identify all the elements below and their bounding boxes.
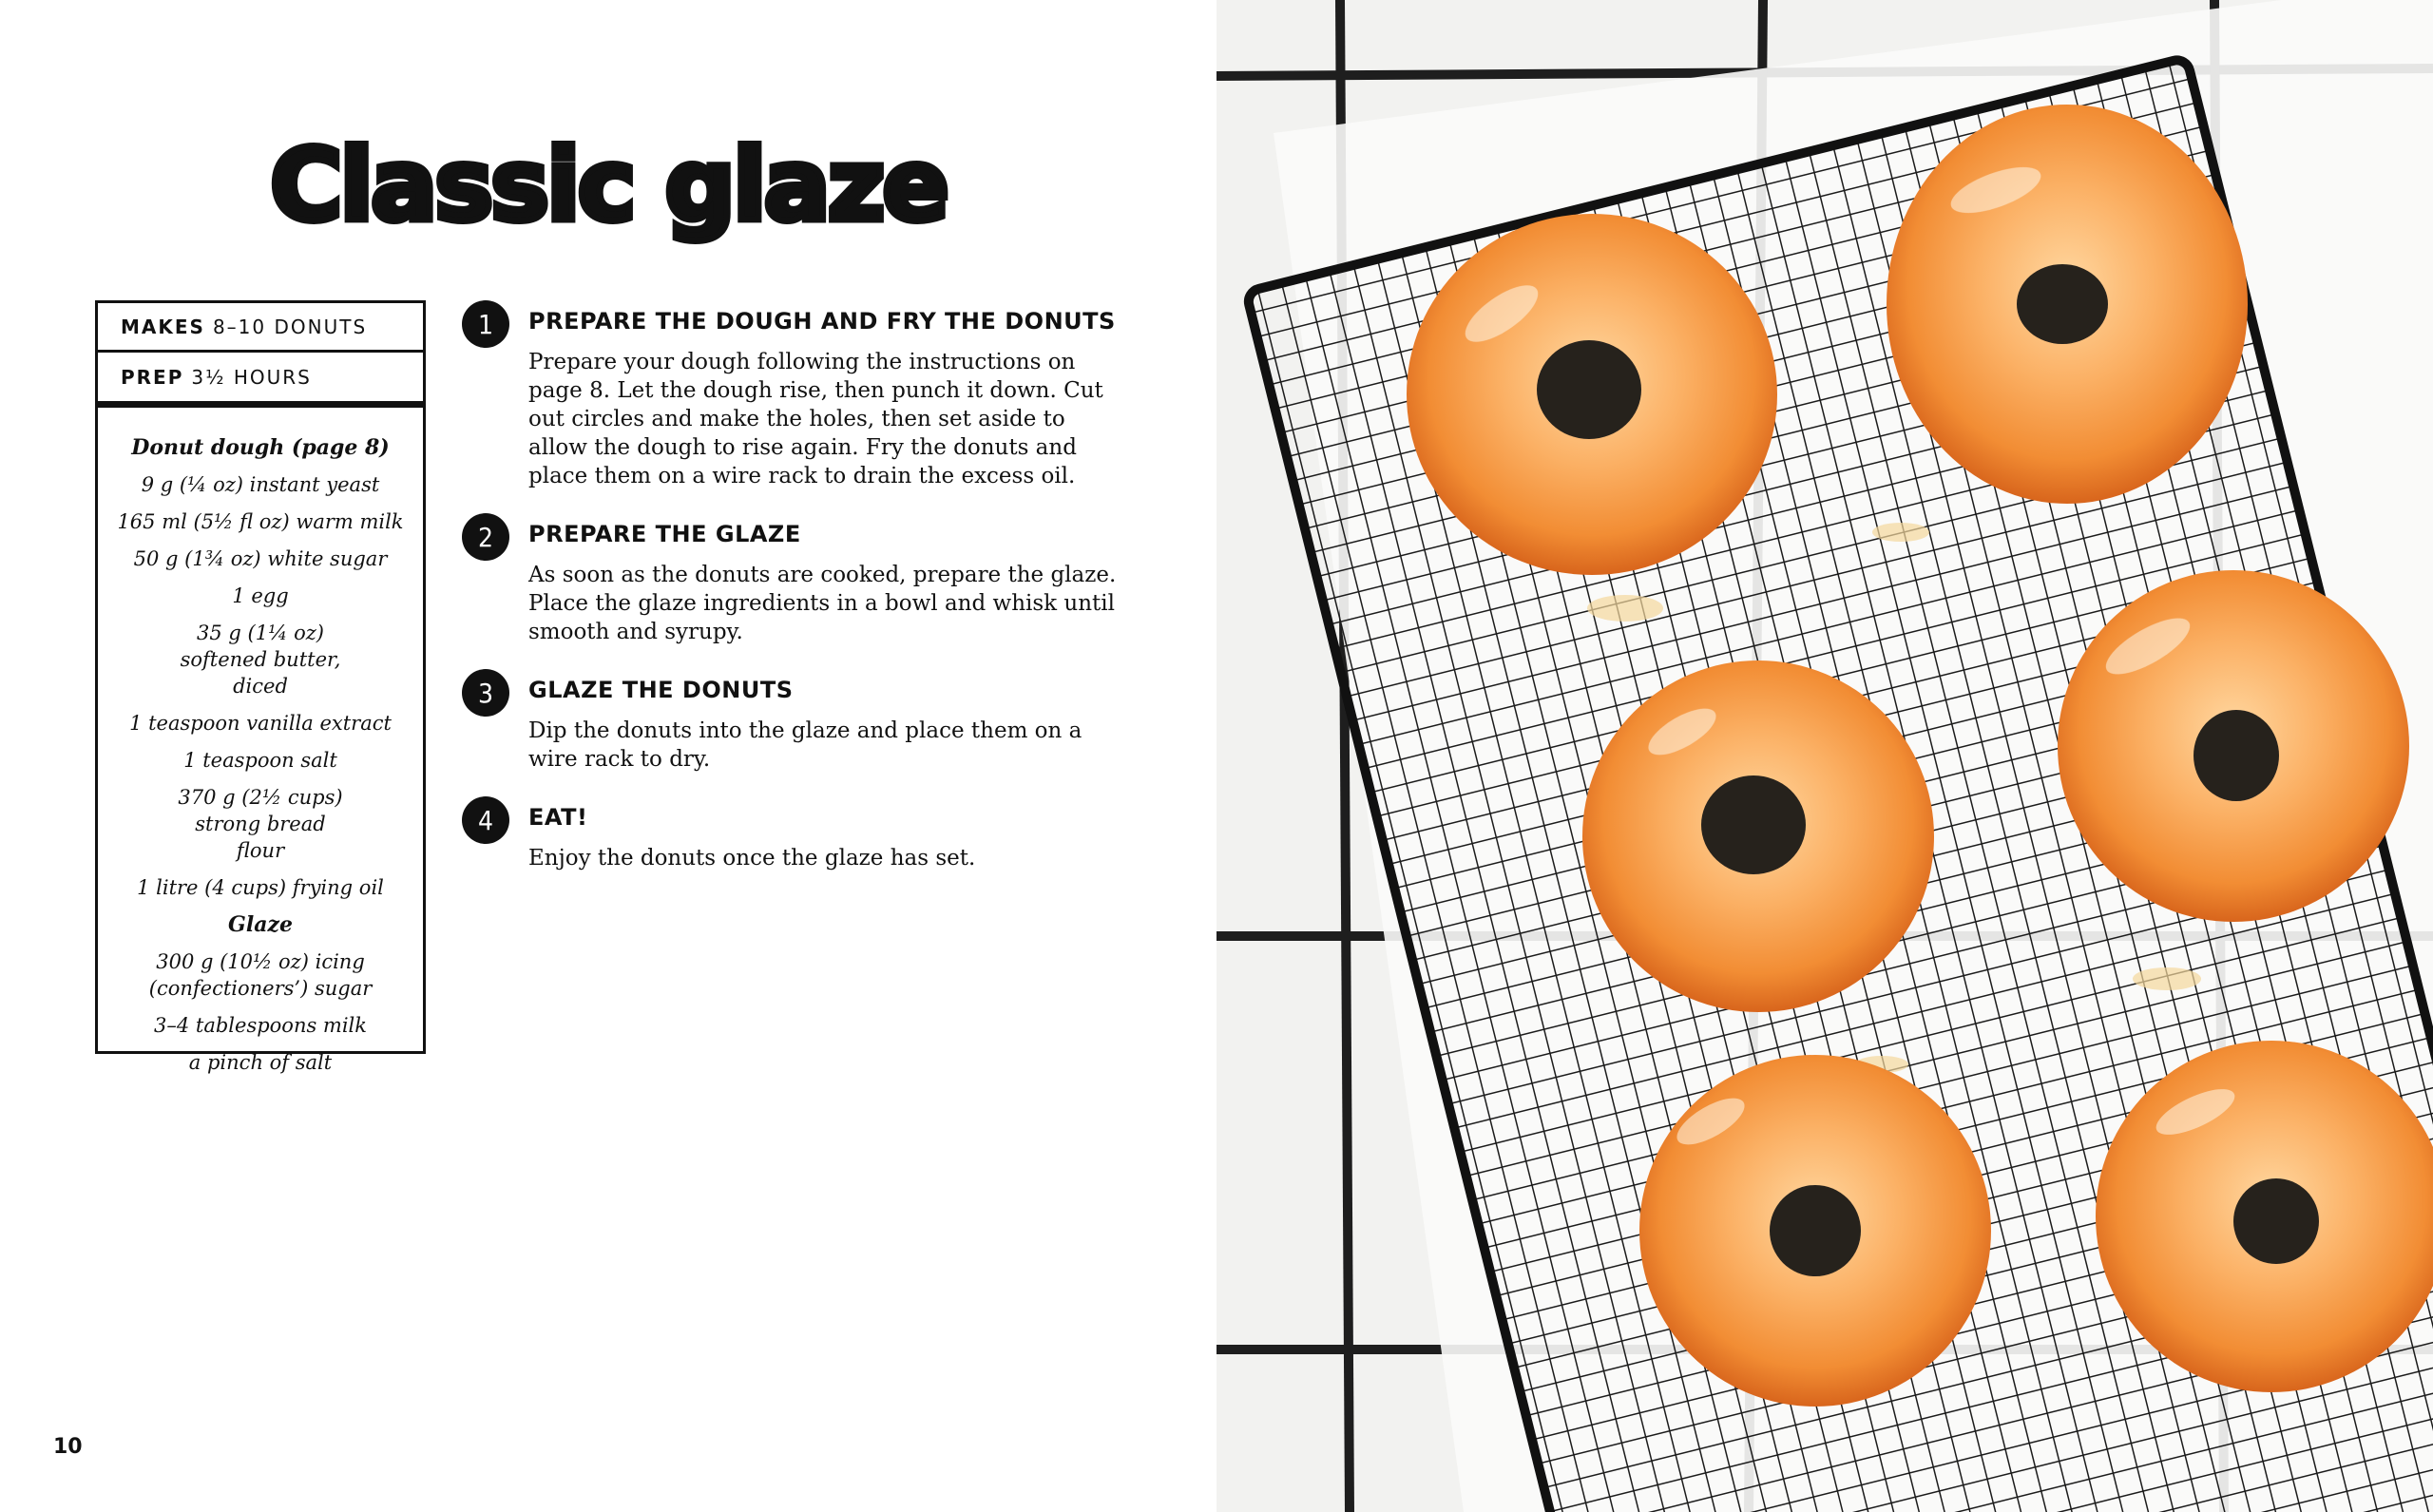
prep-row — [98, 353, 423, 408]
ingredient-item: 1 teaspoon salt — [183, 749, 337, 772]
ingredient-subhead: Glaze — [228, 912, 293, 937]
ingredient-list — [98, 408, 423, 1076]
ingredient-item: 300 g (10½ oz) icing (confectioners’) sugar — [148, 950, 373, 1000]
step-number: 3 — [462, 669, 509, 717]
step-4 — [462, 798, 1127, 872]
ingredient-item: 3–4 tablespoons milk — [154, 1014, 367, 1037]
step-3 — [462, 671, 1127, 774]
ingredient-subhead: Donut dough (page 8) — [131, 435, 390, 460]
ingredient-item: 9 g (¼ oz) instant yeast — [141, 473, 380, 496]
makes-value: 8–10 DONUTS — [212, 315, 368, 338]
makes-row — [98, 303, 423, 353]
ingredient-item: 370 g (2½ cups) strong bread flour — [178, 786, 343, 862]
step-title: PREPARE THE DOUGH AND FRY THE DONUTS — [528, 308, 1116, 335]
donut-photo-illustration — [1216, 0, 2433, 1512]
step-1 — [462, 302, 1127, 490]
step-title: EAT! — [528, 804, 588, 831]
donut — [2096, 1041, 2433, 1392]
step-number: 4 — [462, 796, 509, 844]
page-number: 10 — [53, 1435, 83, 1459]
method-steps — [462, 302, 1127, 897]
recipe-title: Classic glaze — [270, 127, 947, 243]
step-number: 2 — [462, 513, 509, 561]
step-text: Enjoy the donuts once the glaze has set. — [528, 846, 976, 871]
step-title: GLAZE THE DONUTS — [528, 677, 794, 703]
ingredient-item: 1 teaspoon vanilla extract — [129, 712, 392, 735]
donut — [1407, 214, 1777, 575]
ingredient-item: 165 ml (5½ fl oz) warm milk — [117, 510, 404, 533]
step-title: PREPARE THE GLAZE — [528, 521, 801, 547]
donut-photo — [1216, 0, 2433, 1512]
step-text: Prepare your dough following the instructions on page 8. Let the dough rise, then punch it down. Cut out circles and make the holes, then set aside to allow the dough to rise again. Fry the donuts and place them on a wire rack to drain the excess oil. — [528, 350, 1103, 488]
ingredient-item: 1 egg — [232, 584, 289, 607]
step-text: As soon as the donuts are cooked, prepare the glaze. Place the glaze ingredients in a bowl and whisk until smooth and syrupy. — [528, 563, 1117, 644]
prep-label: PREP — [121, 365, 184, 389]
donut — [2058, 570, 2409, 922]
donut — [1582, 660, 1934, 1012]
makes-label: MAKES — [121, 315, 205, 338]
ingredient-item: 50 g (1¾ oz) white sugar — [133, 547, 388, 570]
step-number: 1 — [462, 300, 509, 348]
prep-value: 3½ HOURS — [191, 365, 312, 389]
ingredients-box — [95, 300, 426, 1074]
step-2 — [462, 515, 1127, 646]
step-text: Dip the donuts into the glaze and place them on a wire rack to dry. — [528, 718, 1082, 772]
ingredient-item: 1 litre (4 cups) frying oil — [137, 876, 384, 899]
donut — [1639, 1055, 1991, 1407]
ingredient-item: a pinch of salt — [188, 1051, 333, 1074]
donut — [1887, 105, 2248, 504]
ingredient-item: 35 g (1¼ oz) softened butter, diced — [180, 622, 341, 698]
